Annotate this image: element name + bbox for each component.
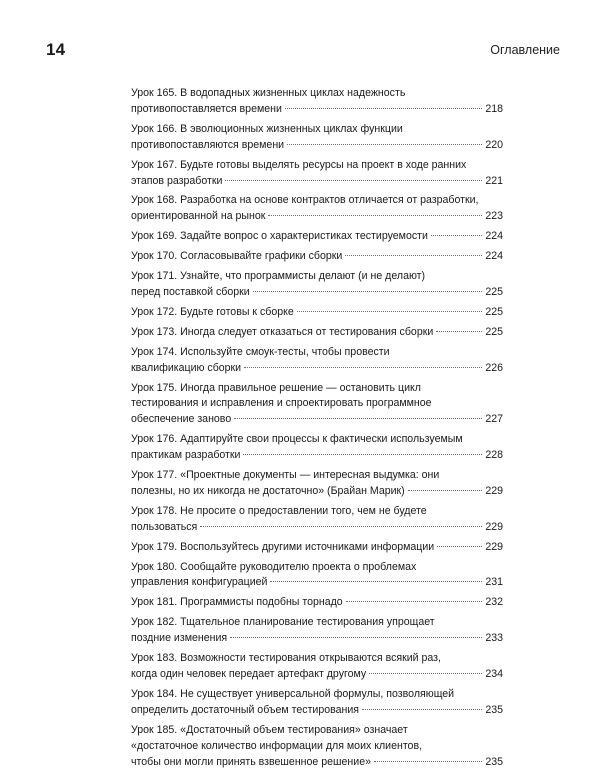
dot-leader xyxy=(268,215,482,216)
toc-entry-last-line xyxy=(131,305,503,321)
dot-leader xyxy=(297,311,483,312)
toc-entry-last-line xyxy=(131,102,503,118)
toc-page-number: 224 xyxy=(485,230,503,243)
dot-leader xyxy=(374,761,482,762)
table-of-contents xyxy=(131,86,503,774)
toc-page-number: 228 xyxy=(485,449,503,462)
toc-entry-last-line xyxy=(131,703,503,719)
toc-entry[interactable] xyxy=(131,615,503,647)
dot-leader xyxy=(287,144,482,145)
toc-entry-title-line: Урок 179. Воспользуйтесь другими источниками информации xyxy=(131,540,435,553)
toc-entry[interactable] xyxy=(131,432,503,464)
toc-entry-title-line: Урок 171. Узнайте, что программисты делают (и не делают) xyxy=(131,270,426,283)
toc-page-number: 229 xyxy=(485,540,503,553)
toc-page-number: 229 xyxy=(485,520,503,533)
toc-entry-last-line xyxy=(131,595,503,611)
toc-entry-title-line: определить достаточный объем тестирования xyxy=(131,703,360,716)
toc-entry-title-line: Урок 172. Будьте готовы к сборке xyxy=(131,305,294,318)
dot-leader xyxy=(362,709,482,710)
toc-entry[interactable] xyxy=(131,122,503,154)
dot-leader xyxy=(369,673,482,674)
toc-entry-title-line: Урок 173. Иногда следует отказаться от тестирования сборки xyxy=(131,325,434,338)
toc-entry-last-line xyxy=(131,755,503,771)
toc-entry-title-line: тестирования и исправления и спроектировать программное xyxy=(131,397,432,410)
toc-entry-title-line: этапов разработки xyxy=(131,174,223,187)
toc-entry-title-line: Урок 177. «Проектные документы — интересная выдумка: они xyxy=(131,469,440,482)
toc-entry-title-line: противопоставляются времени xyxy=(131,138,285,151)
dot-leader xyxy=(225,180,482,181)
dot-leader xyxy=(285,108,482,109)
toc-entry-last-line xyxy=(131,575,503,591)
toc-entry-title-line: Урок 174. Используйте смоук-тесты, чтобы провести xyxy=(131,345,390,358)
dot-leader xyxy=(253,291,483,292)
toc-page-number: 234 xyxy=(485,668,503,680)
dot-leader xyxy=(346,601,483,602)
toc-page-number: 225 xyxy=(485,285,503,298)
toc-entry-title-line: практикам разработки xyxy=(131,449,241,462)
toc-entry[interactable] xyxy=(131,540,503,556)
toc-entry-title-line: Урок 183. Возможности тестирования открываются всякий раз, xyxy=(131,652,441,665)
toc-entry[interactable] xyxy=(131,468,503,500)
dot-leader xyxy=(270,581,482,582)
dot-leader xyxy=(244,367,482,368)
toc-page-number: 226 xyxy=(485,361,503,374)
toc-entry-last-line xyxy=(131,667,503,683)
toc-entry[interactable] xyxy=(131,86,503,118)
toc-page-number: 227 xyxy=(485,413,503,426)
toc-page-number: 225 xyxy=(485,305,503,318)
toc-page-number: 235 xyxy=(485,755,503,768)
dot-leader xyxy=(200,526,482,527)
toc-entry-title-line: Урок 167. Будьте готовы выделять ресурсы на проект в ходе ранних xyxy=(131,158,467,171)
toc-entry-title-line: Урок 169. Задайте вопрос о характеристиках тестируемости xyxy=(131,230,428,243)
toc-entry[interactable] xyxy=(131,325,503,341)
toc-entry-title-line: управления конфигурацией xyxy=(131,576,268,589)
toc-entry[interactable] xyxy=(131,229,503,245)
toc-entry[interactable] xyxy=(131,249,503,265)
toc-page-number: 232 xyxy=(485,596,503,609)
toc-entry-last-line xyxy=(131,325,503,341)
toc-entry[interactable] xyxy=(131,651,503,683)
toc-entry-title-line: противопоставляется времени xyxy=(131,102,282,115)
dot-leader xyxy=(243,454,482,455)
toc-entry-title-line: пользоваться xyxy=(131,520,198,533)
toc-entry[interactable] xyxy=(131,345,503,377)
toc-entry-title-line: квалификацию сборки xyxy=(131,361,242,374)
toc-page-number: 225 xyxy=(485,325,503,338)
toc-page-number: 231 xyxy=(485,576,503,589)
toc-entry-last-line xyxy=(131,412,503,428)
toc-page-number: 218 xyxy=(485,102,503,115)
toc-entry-last-line xyxy=(131,631,503,647)
toc-entry-title-line: Урок 166. В эволюционных жизненных циклах функции xyxy=(131,122,403,135)
toc-entry[interactable] xyxy=(131,158,503,190)
toc-entry-last-line xyxy=(131,448,503,464)
toc-entry-last-line xyxy=(131,285,503,301)
dot-leader xyxy=(431,235,482,236)
toc-entry[interactable] xyxy=(131,269,503,301)
toc-entry[interactable] xyxy=(131,595,503,611)
toc-entry-last-line xyxy=(131,520,503,536)
toc-entry-title-line: обеспечение заново xyxy=(131,413,232,426)
toc-entry-title-line: Урок 185. «Достаточный объем тестирования» означает xyxy=(131,723,408,736)
dot-leader xyxy=(437,546,482,547)
toc-entry-title-line: Урок 178. Не просите о предоставлении того, чем не будете xyxy=(131,504,427,517)
toc-entry[interactable] xyxy=(131,560,503,592)
toc-entry-title-line: Урок 170. Согласовывайте графики сборки xyxy=(131,250,343,263)
toc-page-number: 221 xyxy=(485,174,503,187)
toc-page-number: 235 xyxy=(485,703,503,716)
toc-page-number: 229 xyxy=(485,484,503,497)
toc-entry-title-line: когда один человек передает артефакт другому xyxy=(131,668,367,680)
page-number: 14 xyxy=(46,40,66,59)
toc-entry-title-line: «достаточное количество информации для моих клиентов, xyxy=(131,739,423,752)
toc-entry-title-line: Урок 165. В водопадных жизненных циклах надежность xyxy=(131,87,406,99)
toc-entry-last-line xyxy=(131,229,503,245)
toc-entry[interactable] xyxy=(131,687,503,719)
toc-entry-title-line: полезны, но их никогда не достаточно» (Брайан Марик) xyxy=(131,484,405,497)
toc-entry-title-line: Урок 180. Сообщайте руководителю проекта о проблемах xyxy=(131,560,417,573)
running-header: Оглавление xyxy=(490,43,560,57)
toc-entry-last-line xyxy=(131,540,503,556)
toc-entry-title-line: Урок 184. Не существует универсальной формулы, позволяющей xyxy=(131,687,455,700)
toc-entry-last-line xyxy=(131,138,503,154)
toc-page-number: 233 xyxy=(485,632,503,645)
dot-leader xyxy=(408,490,483,491)
toc-entry-title-line: Урок 175. Иногда правильное решение — остановить цикл xyxy=(131,381,421,394)
toc-entry-title-line: перед поставкой сборки xyxy=(131,285,250,298)
toc-page-number: 224 xyxy=(485,250,503,263)
toc-page-number: 220 xyxy=(485,138,503,151)
toc-entry[interactable] xyxy=(131,504,503,536)
toc-entry-title-line: Урок 176. Адаптируйте свои процессы к фактически используемым xyxy=(131,433,463,446)
toc-entry[interactable] xyxy=(131,193,503,225)
toc-entry-title-line: Урок 168. Разработка на основе контрактов отличается от разработки, xyxy=(131,194,479,207)
toc-entry-last-line xyxy=(131,249,503,265)
toc-entry-title-line: Урок 182. Тщательное планирование тестирования упрощает xyxy=(131,616,435,629)
dot-leader xyxy=(234,418,482,419)
toc-entry-last-line xyxy=(131,361,503,377)
toc-entry-title-line: Урок 181. Программисты подобны торнадо xyxy=(131,596,343,609)
toc-entry[interactable] xyxy=(131,723,503,771)
toc-entry-title-line: чтобы они могли принять взвешенное решение» xyxy=(131,755,371,768)
toc-entry[interactable] xyxy=(131,381,503,429)
dot-leader xyxy=(345,255,482,256)
toc-page-number: 223 xyxy=(485,210,503,223)
toc-entry-title-line: ориентированной на рынок xyxy=(131,210,266,223)
dot-leader xyxy=(230,637,482,638)
toc-entry[interactable] xyxy=(131,305,503,321)
dot-leader xyxy=(436,331,482,332)
toc-entry-title-line: поздние изменения xyxy=(131,632,228,645)
toc-entry-last-line xyxy=(131,484,503,500)
toc-entry-last-line xyxy=(131,174,503,190)
toc-entry-last-line xyxy=(131,209,503,225)
